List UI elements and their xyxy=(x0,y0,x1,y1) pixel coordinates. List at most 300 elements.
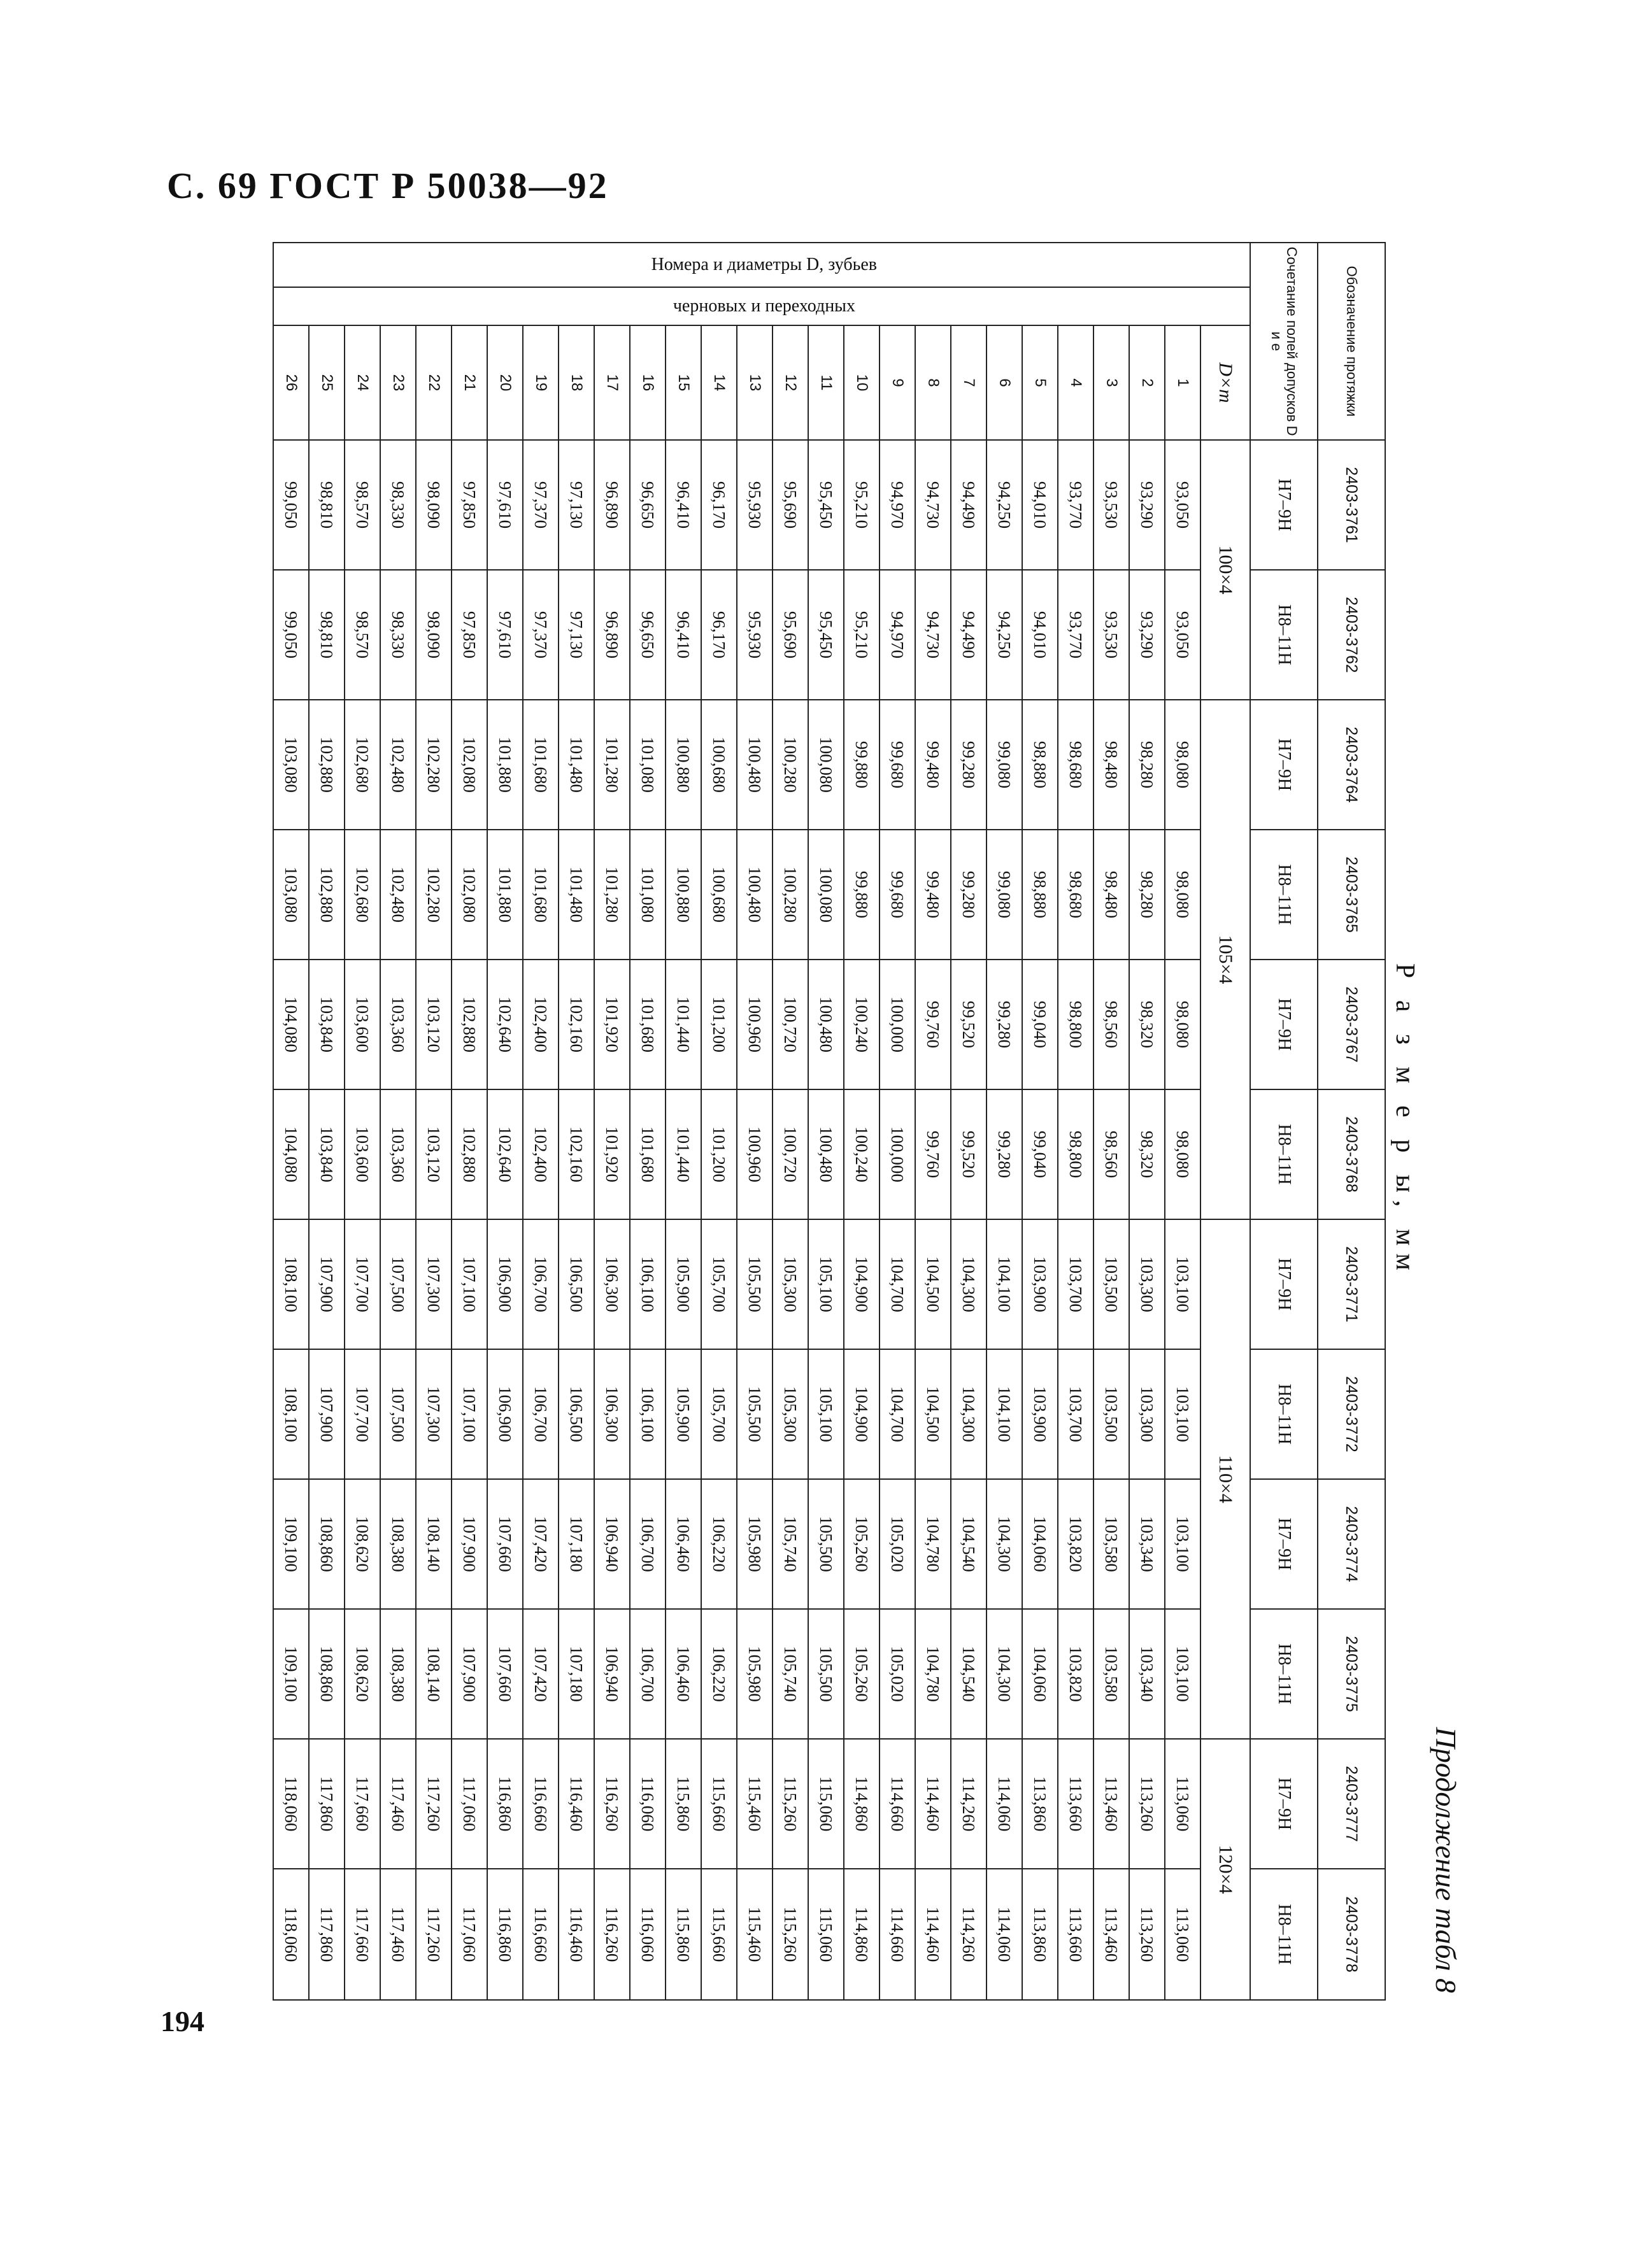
diameter-cell: 95,690 xyxy=(773,570,808,700)
table-row xyxy=(523,243,559,2000)
diameter-cell: 98,570 xyxy=(345,440,380,570)
diameter-cell: 96,170 xyxy=(701,440,737,570)
diameter-cell: 117,660 xyxy=(345,1739,380,1869)
diameter-cell: 100,960 xyxy=(737,960,773,1089)
diameter-cell: 115,860 xyxy=(666,1739,701,1869)
tooth-number: 18 xyxy=(559,325,594,440)
diameter-cell: 104,080 xyxy=(273,1089,309,1219)
diameter-cell: 101,680 xyxy=(630,960,666,1089)
diameter-cell: 109,100 xyxy=(273,1609,309,1739)
tooth-number: 4 xyxy=(1058,325,1093,440)
diameter-cell: 102,400 xyxy=(523,1089,559,1219)
diameter-cell: 98,080 xyxy=(1165,700,1200,830)
code-cell: 2403-3772 xyxy=(1318,1349,1385,1479)
table-row xyxy=(915,243,951,2000)
diameter-cell: 114,460 xyxy=(915,1739,951,1869)
diameter-cell: 106,700 xyxy=(523,1219,559,1349)
diameter-cell: 93,530 xyxy=(1093,570,1129,700)
tooth-number: 12 xyxy=(773,325,808,440)
fit-cell: H7–9H xyxy=(1250,700,1318,830)
diameter-cell: 102,880 xyxy=(452,960,487,1089)
tooth-number: 2 xyxy=(1129,325,1165,440)
diameter-cell: 93,290 xyxy=(1129,570,1165,700)
table-row xyxy=(594,243,630,2000)
diameter-cell: 113,860 xyxy=(1022,1739,1058,1869)
table-row xyxy=(1058,243,1093,2000)
diameter-cell: 99,880 xyxy=(844,830,880,960)
diameter-cell: 103,500 xyxy=(1093,1219,1129,1349)
diameter-cell: 106,700 xyxy=(523,1349,559,1479)
diameter-cell: 95,930 xyxy=(737,440,773,570)
diameter-cell: 108,140 xyxy=(416,1609,452,1739)
diameter-cell: 107,900 xyxy=(309,1219,345,1349)
diameter-cell: 104,540 xyxy=(951,1479,986,1609)
diameter-cell: 108,140 xyxy=(416,1479,452,1609)
diameter-cell: 100,880 xyxy=(666,700,701,830)
diameter-cell: 98,680 xyxy=(1058,830,1093,960)
diameter-cell: 99,280 xyxy=(951,700,986,830)
diameter-cell: 99,050 xyxy=(273,440,309,570)
diameter-cell: 99,760 xyxy=(915,1089,951,1219)
code-cell: 2403-3771 xyxy=(1318,1219,1385,1349)
diameter-cell: 104,300 xyxy=(951,1349,986,1479)
diameter-cell: 106,500 xyxy=(559,1349,594,1479)
diameter-cell: 105,100 xyxy=(808,1349,844,1479)
code-cell: 2403-3761 xyxy=(1318,440,1385,570)
dimension-row xyxy=(1200,243,1250,2000)
diameter-cell: 114,260 xyxy=(951,1739,986,1869)
diameter-cell: 102,080 xyxy=(452,700,487,830)
diameter-cell: 97,850 xyxy=(452,440,487,570)
diameter-cell: 100,240 xyxy=(844,960,880,1089)
diameter-cell: 103,700 xyxy=(1058,1349,1093,1479)
diameter-cell: 114,060 xyxy=(986,1869,1022,2000)
diameter-cell: 94,010 xyxy=(1022,570,1058,700)
diameter-cell: 106,900 xyxy=(487,1219,523,1349)
code-cell: 2403-3767 xyxy=(1318,960,1385,1089)
diameter-cell: 93,770 xyxy=(1058,570,1093,700)
diameter-cell: 106,460 xyxy=(666,1609,701,1739)
diameter-cell: 100,480 xyxy=(737,830,773,960)
diameter-cell: 113,660 xyxy=(1058,1869,1093,2000)
diameter-cell: 93,530 xyxy=(1093,440,1129,570)
dim-cell: 100×4 xyxy=(1200,440,1250,700)
table-row xyxy=(773,243,808,2000)
diameter-cell: 115,460 xyxy=(737,1869,773,2000)
diameter-cell: 94,730 xyxy=(915,570,951,700)
diameter-cell: 97,370 xyxy=(523,570,559,700)
table-row xyxy=(309,243,345,2000)
diameter-cell: 102,640 xyxy=(487,1089,523,1219)
side-label-outer: Номера и диаметры D, зубьев xyxy=(651,255,877,274)
diameter-cell: 113,460 xyxy=(1093,1869,1129,2000)
code-cell: 2403-3765 xyxy=(1318,830,1385,960)
diameter-cell: 104,060 xyxy=(1022,1609,1058,1739)
diameter-cell: 102,880 xyxy=(309,700,345,830)
tooth-number: 16 xyxy=(630,325,666,440)
diameter-cell: 116,260 xyxy=(594,1739,630,1869)
diameter-cell: 98,320 xyxy=(1129,960,1165,1089)
diameter-cell: 98,090 xyxy=(416,570,452,700)
diameter-cell: 103,080 xyxy=(273,830,309,960)
diameter-cell: 106,900 xyxy=(487,1349,523,1479)
diameter-cell: 98,880 xyxy=(1022,830,1058,960)
diameter-cell: 109,100 xyxy=(273,1479,309,1609)
diameter-cell: 108,620 xyxy=(345,1609,380,1739)
diameter-cell: 103,340 xyxy=(1129,1479,1165,1609)
diameter-cell: 99,480 xyxy=(915,700,951,830)
diameter-cell: 104,900 xyxy=(844,1349,880,1479)
diameter-cell: 100,480 xyxy=(737,700,773,830)
diameter-cell: 100,960 xyxy=(737,1089,773,1219)
diameter-cell: 95,210 xyxy=(844,440,880,570)
diameter-cell: 117,460 xyxy=(380,1739,416,1869)
diameter-cell: 100,680 xyxy=(701,830,737,960)
diameter-cell: 99,880 xyxy=(844,700,880,830)
diameter-cell: 113,260 xyxy=(1129,1739,1165,1869)
diameter-cell: 103,840 xyxy=(309,1089,345,1219)
diameter-cell: 107,420 xyxy=(523,1479,559,1609)
diameter-cell: 102,880 xyxy=(452,1089,487,1219)
dxm-label: D×m xyxy=(1200,325,1250,440)
tooth-number: 25 xyxy=(309,325,345,440)
diameter-cell: 98,280 xyxy=(1129,700,1165,830)
diameter-cell: 99,040 xyxy=(1022,1089,1058,1219)
diameter-cell: 108,860 xyxy=(309,1609,345,1739)
diameter-cell: 116,860 xyxy=(487,1869,523,2000)
diameter-cell: 102,880 xyxy=(309,830,345,960)
diameter-cell: 108,860 xyxy=(309,1479,345,1609)
diameter-cell: 107,180 xyxy=(559,1479,594,1609)
diameter-cell: 96,650 xyxy=(630,570,666,700)
diameter-cell: 113,660 xyxy=(1058,1739,1093,1869)
diameter-cell: 100,240 xyxy=(844,1089,880,1219)
diameter-cell: 114,460 xyxy=(915,1869,951,2000)
fit-cell: H8–11H xyxy=(1250,1349,1318,1479)
diameter-cell: 102,480 xyxy=(380,830,416,960)
diameter-cell: 100,080 xyxy=(808,700,844,830)
side-label-outer-cell xyxy=(273,243,1250,287)
diameter-cell: 103,580 xyxy=(1093,1609,1129,1739)
table-row xyxy=(487,243,523,2000)
dim-cell: 120×4 xyxy=(1200,1739,1250,2000)
diameter-cell: 101,280 xyxy=(594,700,630,830)
diameter-cell: 94,490 xyxy=(951,440,986,570)
diameter-cell: 103,300 xyxy=(1129,1219,1165,1349)
tooth-number: 24 xyxy=(345,325,380,440)
diameter-cell: 100,480 xyxy=(808,1089,844,1219)
diameter-cell: 106,300 xyxy=(594,1219,630,1349)
diameter-cell: 102,480 xyxy=(380,700,416,830)
table-row xyxy=(951,243,986,2000)
diameter-cell: 117,460 xyxy=(380,1869,416,2000)
diameter-cell: 98,810 xyxy=(309,440,345,570)
diameter-cell: 118,060 xyxy=(273,1739,309,1869)
page-number: 194 xyxy=(160,2005,204,2038)
diameter-cell: 107,300 xyxy=(416,1349,452,1479)
tolerance-label: Сочетание полей допусков D и e xyxy=(1250,243,1318,440)
diameter-cell: 98,560 xyxy=(1093,960,1129,1089)
diameter-cell: 103,360 xyxy=(380,1089,416,1219)
diameter-cell: 103,600 xyxy=(345,1089,380,1219)
diameter-cell: 105,020 xyxy=(880,1479,915,1609)
diameter-cell: 105,500 xyxy=(808,1609,844,1739)
diameter-cell: 99,520 xyxy=(951,1089,986,1219)
diameter-cell: 115,660 xyxy=(701,1739,737,1869)
diameter-cell: 100,720 xyxy=(773,1089,808,1219)
diameter-cell: 95,210 xyxy=(844,570,880,700)
diameter-cell: 104,500 xyxy=(915,1349,951,1479)
diameter-cell: 101,200 xyxy=(701,1089,737,1219)
designation-row xyxy=(1318,243,1385,2000)
designation-label: Обозначение протяжки xyxy=(1318,243,1385,440)
diameter-cell: 116,660 xyxy=(523,1739,559,1869)
tooth-number: 10 xyxy=(844,325,880,440)
diameter-cell: 100,480 xyxy=(808,960,844,1089)
diameter-cell: 104,700 xyxy=(880,1219,915,1349)
diameter-cell: 98,330 xyxy=(380,440,416,570)
tooth-number: 3 xyxy=(1093,325,1129,440)
diameter-cell: 114,860 xyxy=(844,1739,880,1869)
diameter-cell: 104,540 xyxy=(951,1609,986,1739)
diameter-cell: 107,900 xyxy=(309,1349,345,1479)
diameter-cell: 115,460 xyxy=(737,1739,773,1869)
diameter-cell: 105,900 xyxy=(666,1349,701,1479)
diameter-cell: 117,060 xyxy=(452,1869,487,2000)
diameter-cell: 101,440 xyxy=(666,1089,701,1219)
page-header: С. 69 ГОСТ Р 50038—92 xyxy=(167,165,609,206)
tooth-number: 20 xyxy=(487,325,523,440)
diameter-cell: 94,490 xyxy=(951,570,986,700)
table-row xyxy=(273,243,309,2000)
table-row xyxy=(630,243,666,2000)
diameter-cell: 101,920 xyxy=(594,960,630,1089)
diameter-cell: 117,260 xyxy=(416,1869,452,2000)
diameter-cell: 96,890 xyxy=(594,440,630,570)
diameter-cell: 94,970 xyxy=(880,570,915,700)
tooth-number: 11 xyxy=(808,325,844,440)
diameter-cell: 98,810 xyxy=(309,570,345,700)
fit-cell: H7–9H xyxy=(1250,1219,1318,1349)
diameter-cell: 99,280 xyxy=(986,1089,1022,1219)
diameter-cell: 101,080 xyxy=(630,830,666,960)
diameter-cell: 101,200 xyxy=(701,960,737,1089)
diameter-cell: 103,500 xyxy=(1093,1349,1129,1479)
diameter-cell: 97,610 xyxy=(487,570,523,700)
diameter-cell: 101,480 xyxy=(559,830,594,960)
diameter-cell: 103,900 xyxy=(1022,1349,1058,1479)
table-row xyxy=(1093,243,1129,2000)
diameter-cell: 107,300 xyxy=(416,1219,452,1349)
diameter-cell: 98,800 xyxy=(1058,1089,1093,1219)
diameter-cell: 101,680 xyxy=(523,830,559,960)
diameter-cell: 104,060 xyxy=(1022,1479,1058,1609)
code-cell: 2403-3762 xyxy=(1318,570,1385,700)
dim-cell: 110×4 xyxy=(1200,1219,1250,1739)
diameter-cell: 101,440 xyxy=(666,960,701,1089)
diameter-cell: 98,320 xyxy=(1129,1089,1165,1219)
diameter-cell: 101,680 xyxy=(630,1089,666,1219)
diameter-cell: 101,880 xyxy=(487,700,523,830)
diameter-cell: 98,570 xyxy=(345,570,380,700)
diameter-cell: 113,460 xyxy=(1093,1739,1129,1869)
side-label-inner-cell xyxy=(273,287,1250,325)
fit-cell: H8–11H xyxy=(1250,570,1318,700)
diameter-cell: 103,100 xyxy=(1165,1479,1200,1609)
tooth-number: 15 xyxy=(666,325,701,440)
diameter-cell: 94,730 xyxy=(915,440,951,570)
diameter-cell: 105,740 xyxy=(773,1609,808,1739)
diameter-cell: 99,080 xyxy=(986,700,1022,830)
diameter-cell: 100,720 xyxy=(773,960,808,1089)
side-label-inner: черновых и переходных xyxy=(673,296,855,316)
diameter-cell: 94,970 xyxy=(880,440,915,570)
diameter-cell: 103,120 xyxy=(416,1089,452,1219)
diameter-cell: 106,940 xyxy=(594,1479,630,1609)
tooth-number: 5 xyxy=(1022,325,1058,440)
diameter-cell: 103,900 xyxy=(1022,1219,1058,1349)
diameter-cell: 105,980 xyxy=(737,1479,773,1609)
diameter-cell: 104,900 xyxy=(844,1219,880,1349)
diameter-cell: 97,850 xyxy=(452,570,487,700)
tooth-number: 8 xyxy=(915,325,951,440)
diameter-cell: 103,580 xyxy=(1093,1479,1129,1609)
diameter-cell: 95,450 xyxy=(808,570,844,700)
diameter-cell: 103,100 xyxy=(1165,1349,1200,1479)
diameter-cell: 113,060 xyxy=(1165,1869,1200,2000)
diameter-cell: 113,060 xyxy=(1165,1739,1200,1869)
table-row xyxy=(666,243,701,2000)
diameter-cell: 107,180 xyxy=(559,1609,594,1739)
table-row xyxy=(1129,243,1165,2000)
diameter-cell: 116,060 xyxy=(630,1739,666,1869)
diameter-cell: 99,280 xyxy=(986,960,1022,1089)
diameter-cell: 101,880 xyxy=(487,830,523,960)
diameter-cell: 116,460 xyxy=(559,1869,594,2000)
diameter-cell: 101,920 xyxy=(594,1089,630,1219)
diameter-cell: 107,500 xyxy=(380,1219,416,1349)
diameter-cell: 107,100 xyxy=(452,1349,487,1479)
table-row xyxy=(844,243,880,2000)
diameter-cell: 117,260 xyxy=(416,1739,452,1869)
table-row xyxy=(701,243,737,2000)
diameter-cell: 107,100 xyxy=(452,1219,487,1349)
tooth-number: 19 xyxy=(523,325,559,440)
diameter-cell: 114,060 xyxy=(986,1739,1022,1869)
diameter-cell: 105,300 xyxy=(773,1349,808,1479)
diameter-cell: 107,700 xyxy=(345,1219,380,1349)
tooth-number: 22 xyxy=(416,325,452,440)
diameter-cell: 98,080 xyxy=(1165,1089,1200,1219)
diameter-cell: 106,220 xyxy=(701,1479,737,1609)
diameter-cell: 99,080 xyxy=(986,830,1022,960)
fit-cell: H8–11H xyxy=(1250,830,1318,960)
diameter-cell: 107,660 xyxy=(487,1609,523,1739)
diameter-cell: 114,260 xyxy=(951,1869,986,2000)
diameter-cell: 99,280 xyxy=(951,830,986,960)
diameter-cell: 115,260 xyxy=(773,1869,808,2000)
code-cell: 2403-3764 xyxy=(1318,700,1385,830)
diameter-cell: 117,860 xyxy=(309,1869,345,2000)
fit-cell: H8–11H xyxy=(1250,1089,1318,1219)
diameter-cell: 106,100 xyxy=(630,1349,666,1479)
diameter-cell: 102,680 xyxy=(345,830,380,960)
diameter-cell: 100,680 xyxy=(701,700,737,830)
diameter-cell: 98,800 xyxy=(1058,960,1093,1089)
diameter-cell: 99,040 xyxy=(1022,960,1058,1089)
code-cell: 2403-3775 xyxy=(1318,1609,1385,1739)
table-row xyxy=(416,243,452,2000)
diameter-cell: 115,060 xyxy=(808,1739,844,1869)
diameter-cell: 98,880 xyxy=(1022,700,1058,830)
fit-cell: H8–11H xyxy=(1250,1869,1318,2000)
table-row xyxy=(986,243,1022,2000)
code-cell: 2403-3777 xyxy=(1318,1739,1385,1869)
diameter-cell: 117,660 xyxy=(345,1869,380,2000)
tooth-number: 7 xyxy=(951,325,986,440)
diameter-cell: 95,690 xyxy=(773,440,808,570)
diameter-cell: 102,400 xyxy=(523,960,559,1089)
diameter-cell: 104,100 xyxy=(986,1219,1022,1349)
code-cell: 2403-3774 xyxy=(1318,1479,1385,1609)
diameter-cell: 100,080 xyxy=(808,830,844,960)
fit-cell: H7–9H xyxy=(1250,1479,1318,1609)
diameter-cell: 100,280 xyxy=(773,830,808,960)
diameter-cell: 100,000 xyxy=(880,960,915,1089)
rotated-table-area xyxy=(281,242,1465,1999)
diameter-cell: 96,170 xyxy=(701,570,737,700)
table-row xyxy=(452,243,487,2000)
diameter-cell: 104,080 xyxy=(273,960,309,1089)
diameter-cell: 99,520 xyxy=(951,960,986,1089)
diameter-cell: 100,000 xyxy=(880,1089,915,1219)
diameter-cell: 103,360 xyxy=(380,960,416,1089)
diameter-cell: 102,160 xyxy=(559,960,594,1089)
table-row xyxy=(345,243,380,2000)
diameter-cell: 107,700 xyxy=(345,1349,380,1479)
diameter-cell: 104,500 xyxy=(915,1219,951,1349)
diameter-cell: 102,160 xyxy=(559,1089,594,1219)
diameter-cell: 94,010 xyxy=(1022,440,1058,570)
diameter-cell: 93,290 xyxy=(1129,440,1165,570)
diameter-cell: 104,700 xyxy=(880,1349,915,1479)
tooth-number: 26 xyxy=(273,325,309,440)
diameter-cell: 98,080 xyxy=(1165,960,1200,1089)
diameter-cell: 96,410 xyxy=(666,440,701,570)
diameter-cell: 99,760 xyxy=(915,960,951,1089)
diameter-cell: 105,500 xyxy=(737,1219,773,1349)
diameter-cell: 105,700 xyxy=(701,1219,737,1349)
tooth-number: 13 xyxy=(737,325,773,440)
diameter-cell: 98,480 xyxy=(1093,700,1129,830)
diameter-cell: 114,660 xyxy=(880,1869,915,2000)
diameter-cell: 106,700 xyxy=(630,1609,666,1739)
diameter-cell: 106,940 xyxy=(594,1609,630,1739)
diameter-cell: 98,330 xyxy=(380,570,416,700)
diameter-cell: 104,300 xyxy=(986,1479,1022,1609)
sizes-title: Р а з м е р ы, мм xyxy=(1390,963,1420,1279)
diameter-cell: 107,500 xyxy=(380,1349,416,1479)
diameter-cell: 96,890 xyxy=(594,570,630,700)
data-table xyxy=(273,242,1386,2001)
diameter-cell: 115,260 xyxy=(773,1739,808,1869)
diameter-cell: 98,680 xyxy=(1058,700,1093,830)
fit-cell: H8–11H xyxy=(1250,1609,1318,1739)
fit-cell: H7–9H xyxy=(1250,1739,1318,1869)
diameter-cell: 105,100 xyxy=(808,1219,844,1349)
table-row xyxy=(737,243,773,2000)
diameter-cell: 114,860 xyxy=(844,1869,880,2000)
